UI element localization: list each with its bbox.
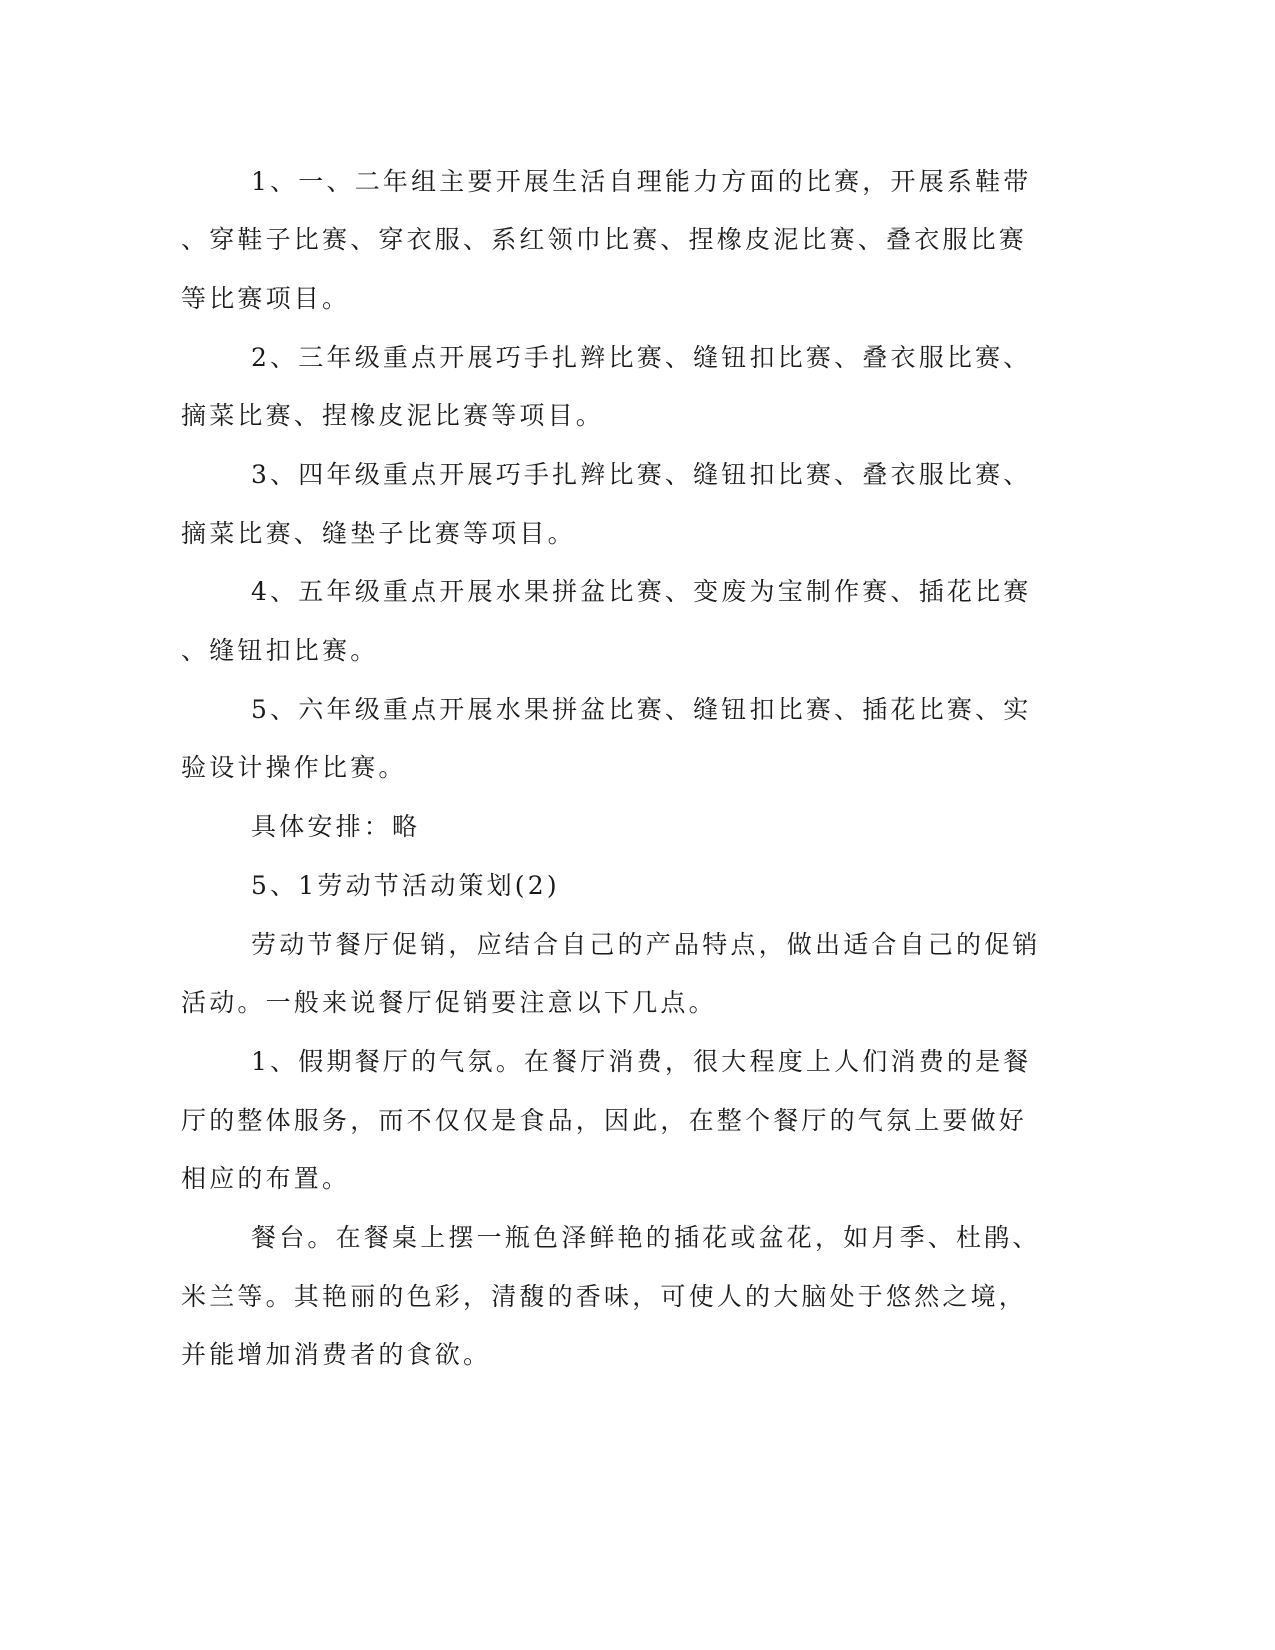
text-line: 4、五年级重点开展水果拼盆比赛、变废为宝制作赛、插花比赛 bbox=[251, 577, 1032, 606]
text-line: 活动。一般来说餐厅促销要注意以下几点。 bbox=[181, 988, 717, 1017]
text-line: 摘菜比赛、缝垫子比赛等项目。 bbox=[181, 519, 576, 548]
section-heading: 5、1劳动节活动策划(2) bbox=[251, 871, 560, 900]
text-line: 验设计操作比赛。 bbox=[181, 753, 407, 782]
text-line: 厅的整体服务，而不仅仅是食品，因此，在整个餐厅的气氛上要做好 bbox=[181, 1106, 1028, 1135]
text-line: 、缝钮扣比赛。 bbox=[181, 636, 379, 665]
text-line: 1、一、二年组主要开展生活自理能力方面的比赛，开展系鞋带 bbox=[251, 167, 1032, 196]
text-line: 、穿鞋子比赛、穿衣服、系红领巾比赛、捏橡皮泥比赛、叠衣服比赛 bbox=[181, 225, 1028, 254]
text-line: 5、六年级重点开展水果拼盆比赛、缝钮扣比赛、插花比赛、实 bbox=[251, 695, 1032, 724]
text-line: 等比赛项目。 bbox=[181, 284, 351, 313]
text-line: 餐台。在餐桌上摆一瓶色泽鲜艳的插花或盆花，如月季、杜鹃、 bbox=[251, 1223, 1041, 1252]
text-line: 相应的布置。 bbox=[181, 1164, 351, 1193]
text-line: 劳动节餐厅促销，应结合自己的产品特点，做出适合自己的促销 bbox=[251, 930, 1041, 959]
text-line: 1、假期餐厅的气氛。在餐厅消费，很大程度上人们消费的是餐 bbox=[251, 1047, 1032, 1076]
text-line: 摘菜比赛、捏橡皮泥比赛等项目。 bbox=[181, 401, 605, 430]
text-line: 具体安排：略 bbox=[251, 812, 421, 841]
text-line: 并能增加消费者的食欲。 bbox=[181, 1340, 492, 1369]
text-line: 3、四年级重点开展巧手扎辫比赛、缝钮扣比赛、叠衣服比赛、 bbox=[251, 460, 1032, 489]
text-line: 2、三年级重点开展巧手扎辫比赛、缝钮扣比赛、叠衣服比赛、 bbox=[251, 343, 1032, 372]
text-line: 米兰等。其艳丽的色彩，清馥的香味，可使人的大脑处于悠然之境， bbox=[181, 1282, 1028, 1311]
